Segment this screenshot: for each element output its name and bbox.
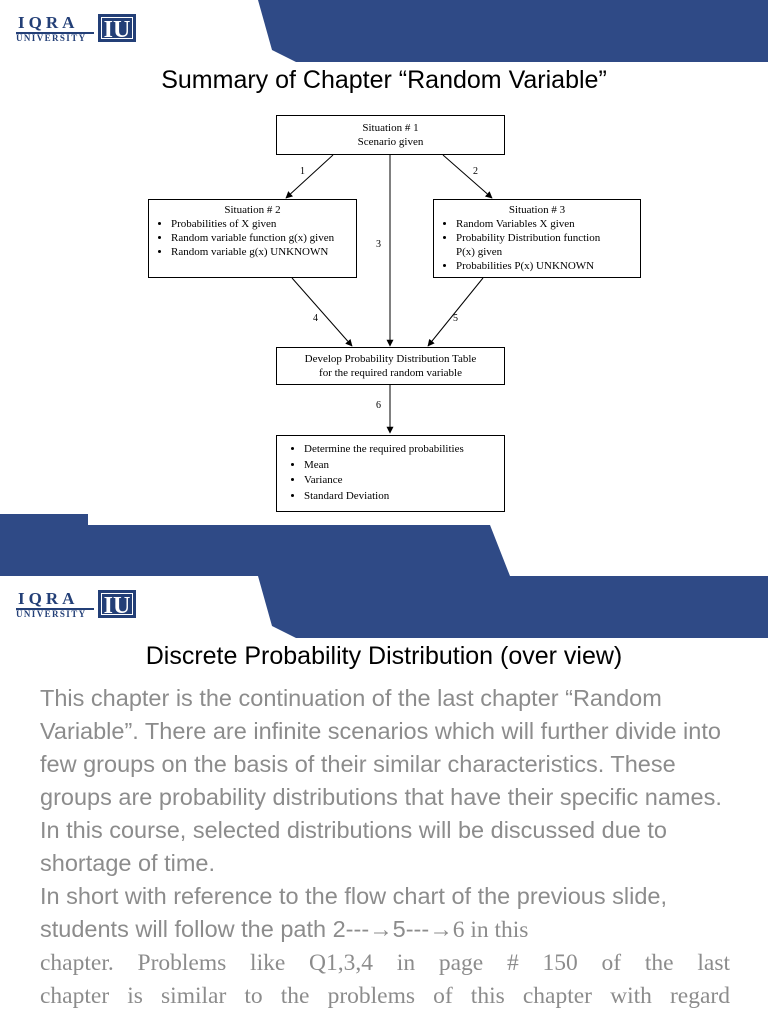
list-item: • Determine the required probabilities <box>304 442 504 458</box>
arrow-right-icon: → <box>369 916 393 942</box>
develop-table-line-1: Develop Probability Distribution Table <box>304 353 477 365</box>
list-item: • Variance <box>304 473 504 489</box>
edge-label-2: 2 <box>473 166 478 177</box>
edge-label-1: 1 <box>300 166 305 177</box>
list-item: • Random variable function g(x) given <box>171 231 356 245</box>
paragraph-2: In this course, selected distributions will be discussed due to shortage of time. <box>40 817 667 876</box>
page-title: Summary of Chapter “Random Variable” <box>161 66 607 94</box>
situation-1-title: Situation # 1 <box>362 122 419 134</box>
situation-1-subtitle: Scenario given <box>357 136 424 148</box>
list-item-text: Probability Distribution function <box>456 232 601 244</box>
paragraph-3-text: In short with reference to the flow chart of the previous slide, students will follow the path 2--- <box>40 883 667 942</box>
edge-label-4: 4 <box>313 313 318 324</box>
logo-top-text: IQRA <box>18 589 79 608</box>
list-item: • Probabilities P(x) UNKNOWN <box>456 259 640 273</box>
edge-label-3: 3 <box>376 239 381 250</box>
list-item: • Random Variables X given <box>456 217 640 231</box>
slide-2-body <box>40 682 730 1013</box>
paragraph-3-serif-c: chapter is similar to the problems of this chapter with regard <box>40 983 730 1009</box>
arrow-right-icon: → <box>429 916 453 942</box>
iqra-university-logo <box>16 590 136 620</box>
logo-top-text: IQRA <box>18 13 79 32</box>
list-item: • Standard Deviation <box>304 489 504 505</box>
path-step: 5--- <box>392 916 430 942</box>
situation-2-title: Situation # 2 <box>224 204 281 216</box>
paragraph-3-serif-a: 6 in this <box>452 917 529 943</box>
logo-wordmark <box>16 590 94 620</box>
logo-bottom-text: UNIVERSITY <box>16 609 87 619</box>
situation-3-title: Situation # 3 <box>508 204 566 216</box>
paragraph-3 <box>40 880 730 947</box>
list-item-continuation: P(x) given <box>456 246 503 258</box>
logo-mark: IU <box>98 590 136 618</box>
edge-label-6: 6 <box>376 400 381 411</box>
develop-table-line-2: for the required random variable <box>319 367 462 379</box>
paragraph-1: This chapter is the continuation of the last chapter “Random Variable”. There are infinite scenarios which will further divide into few groups on the basis of their similar characteristics. These groups are probability distributions that have their specific names. <box>40 685 722 810</box>
list-item: • Probabilities of X given <box>171 217 356 231</box>
edge-label-5: 5 <box>453 313 458 324</box>
logo-bottom-text: UNIVERSITY <box>16 33 87 43</box>
list-item: • Mean <box>304 458 504 474</box>
paragraph-3-serif-b: chapter. Problems like Q1,3,4 in page # 150 of the last <box>40 950 730 976</box>
logo-mark: IU <box>98 14 136 42</box>
page-title: Discrete Probability Distribution (over view) <box>145 642 623 670</box>
list-item: • Random variable g(x) UNKNOWN <box>171 245 356 259</box>
